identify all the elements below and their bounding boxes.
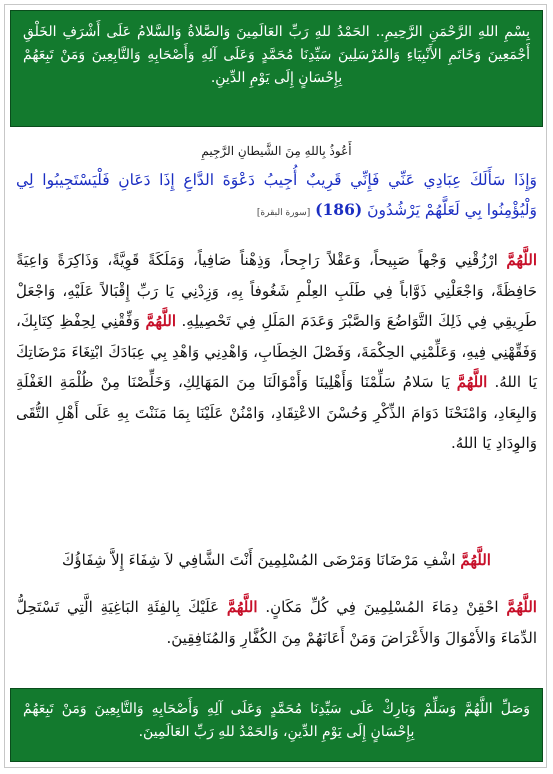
duaa-main-paragraph xyxy=(16,245,537,459)
duaa-text: وَفِّقْنِي لِحِفْظِ كِتَابِكَ، وَفَقِّهْنِي فِيهِ، وَعَلِّمْنِي الحِكْمَةَ، وَفَصْلَ الخِطَابِ، وَاهْدِنِي وَاهْدِ بِي عِبَادَكَ ابْتِغَاءَ مَرْضَاتِكَ يَا اللهُ. xyxy=(16,312,538,391)
duaa-final-paragraph xyxy=(16,592,537,653)
ayah-number: (186) xyxy=(315,200,363,219)
allahumma-word: اللَّهُمَّ xyxy=(456,373,488,391)
closing-salawat-box xyxy=(10,688,543,762)
allahumma-word: اللَّهُمَّ xyxy=(145,312,177,330)
duaa-text: ارْزُقْنِي وَجْهاً صَبِيحاً، وَعَقْلاً رَاجِحاً، وَذِهْناً صَافِياً، وَمَلَكَةً قَوِيَّةً، وَذَاكِرَةً وَاعِيَةً حَافِظَةً، وَاجْعَلْنِي ذَوَّاباً فِي طَلَبِ العِلْمِ شَغُوفاً بِهِ، وَزِدْنِي يَا رَبِّ إِقْبَالاً عَلَيْهِ، وَاجْعَلْ طَرِيقِي فِي ذَلِكَ التَّوَاضُعَ وَالصَّبْرَ وَعَدَمَ المَلَلِ فِي تَحْصِيلِهِ. xyxy=(16,251,537,330)
surah-reference: [سورة البقرة] xyxy=(256,208,311,218)
allahumma-word: اللَّهُمَّ xyxy=(460,551,491,569)
duaa-text: اشْفِ مَرْضَانَا وَمَرْضَى المُسْلِمِينَ أَنْتَ الشَّافِي لاَ شِفَاءَ إِلاَّ شِفَاؤُكَ xyxy=(62,551,461,569)
allahumma-word: اللَّهُمَّ xyxy=(506,598,537,616)
istiadha-line xyxy=(10,144,543,158)
duaa-text: يَا سَلامُ سَلِّمْنَا وَأَهْلِينَا وَأَمْوَالَنَا مِنَ المَهَالِكِ، وَخَلِّصْنَا مِنْ ظُلْمَةِ الغَفْلَةِ وَالبِعَادِ، وَامْنَحْنَا دَوَامَ الذِّكْرِ وَحُسْنَ الاعْتِقَادِ، وَامْنُنْ عَلَيْنَا بِمَا مَنَنْتَ بِهِ عَلَى أَهْلِ التُّقَى وَالوِدَادِ يَا اللهُ. xyxy=(16,373,537,452)
opening-text: بِسْمِ اللهِ الرَّحْمَنِ الرَّحِيمِ.. الحَمْدُ للهِ رَبِّ العَالَمِينَ وَالصَّلاةُ وَالسَّلامُ عَلَى أَشْرَفِ الخَلْقِ أَجْمَعِينَ وَخَاتَمِ الأَنْبِيَاءِ وَالمُرْسَلِينَ سَيِّدِنَا مُحَمَّدٍ وَعَلَى آلِهِ وَأَصْحَابِهِ وَالتَّابِعِينَ وَمَنْ تَبِعَهُمْ بِإِحْسَانٍ إِلَى يَوْمِ الدِّينِ. xyxy=(23,24,530,86)
allahumma-word: اللَّهُمَّ xyxy=(506,251,537,269)
quran-verse xyxy=(16,165,537,228)
closing-text: وَصَلِّ اللَّهُمَّ وَسَلِّمْ وَبَارِكْ عَلَى سَيِّدِنَا مُحَمَّدٍ وَعَلَى آلِهِ وَأَصْحَابِهِ وَالتَّابِعِينَ وَمَنْ تَبِعَهُمْ بِإِحْسَانٍ إِلَى يَوْمِ الدِّينِ، وَالحَمْدُ للهِ رَبِّ العَالَمِينَ. xyxy=(23,701,530,740)
opening-basmala-box xyxy=(10,10,543,127)
istiadha-text: أَعُوذُ بِاللهِ مِنَ الشَّيطانِ الرَّجِيمِ xyxy=(201,144,352,158)
allahumma-word: اللَّهُمَّ xyxy=(226,598,258,616)
duaa-text: عَلَيْكَ بِالفِئَةِ البَاغِيَةِ الَّتِي تَسْتَحِلُّ الدِّمَاءَ وَالأَمْوَالَ وَالأَعْرَاضَ وَمَنْ أَعَانَهُمْ مِنَ الكُفَّارِ وَالمُنَافِقِينَ. xyxy=(16,598,537,647)
duaa-text: احْقِنْ دِمَاءَ المُسْلِمِينَ فِي كُلِّ مَكَانٍ. xyxy=(257,598,507,616)
verse-text: وَإِذَا سَأَلَكَ عِبَادِي عَنِّي فَإِنِّي قَرِيبٌ أُجِيبُ دَعْوَةَ الدَّاعِ إِذَا دَعَانِ فَلْيَسْتَجِيبُوا لِي وَلْيُؤْمِنُوا بِي لَعَلَّهُمْ يَرْشُدُونَ xyxy=(16,171,537,219)
duaa-shifa-line xyxy=(16,545,537,576)
